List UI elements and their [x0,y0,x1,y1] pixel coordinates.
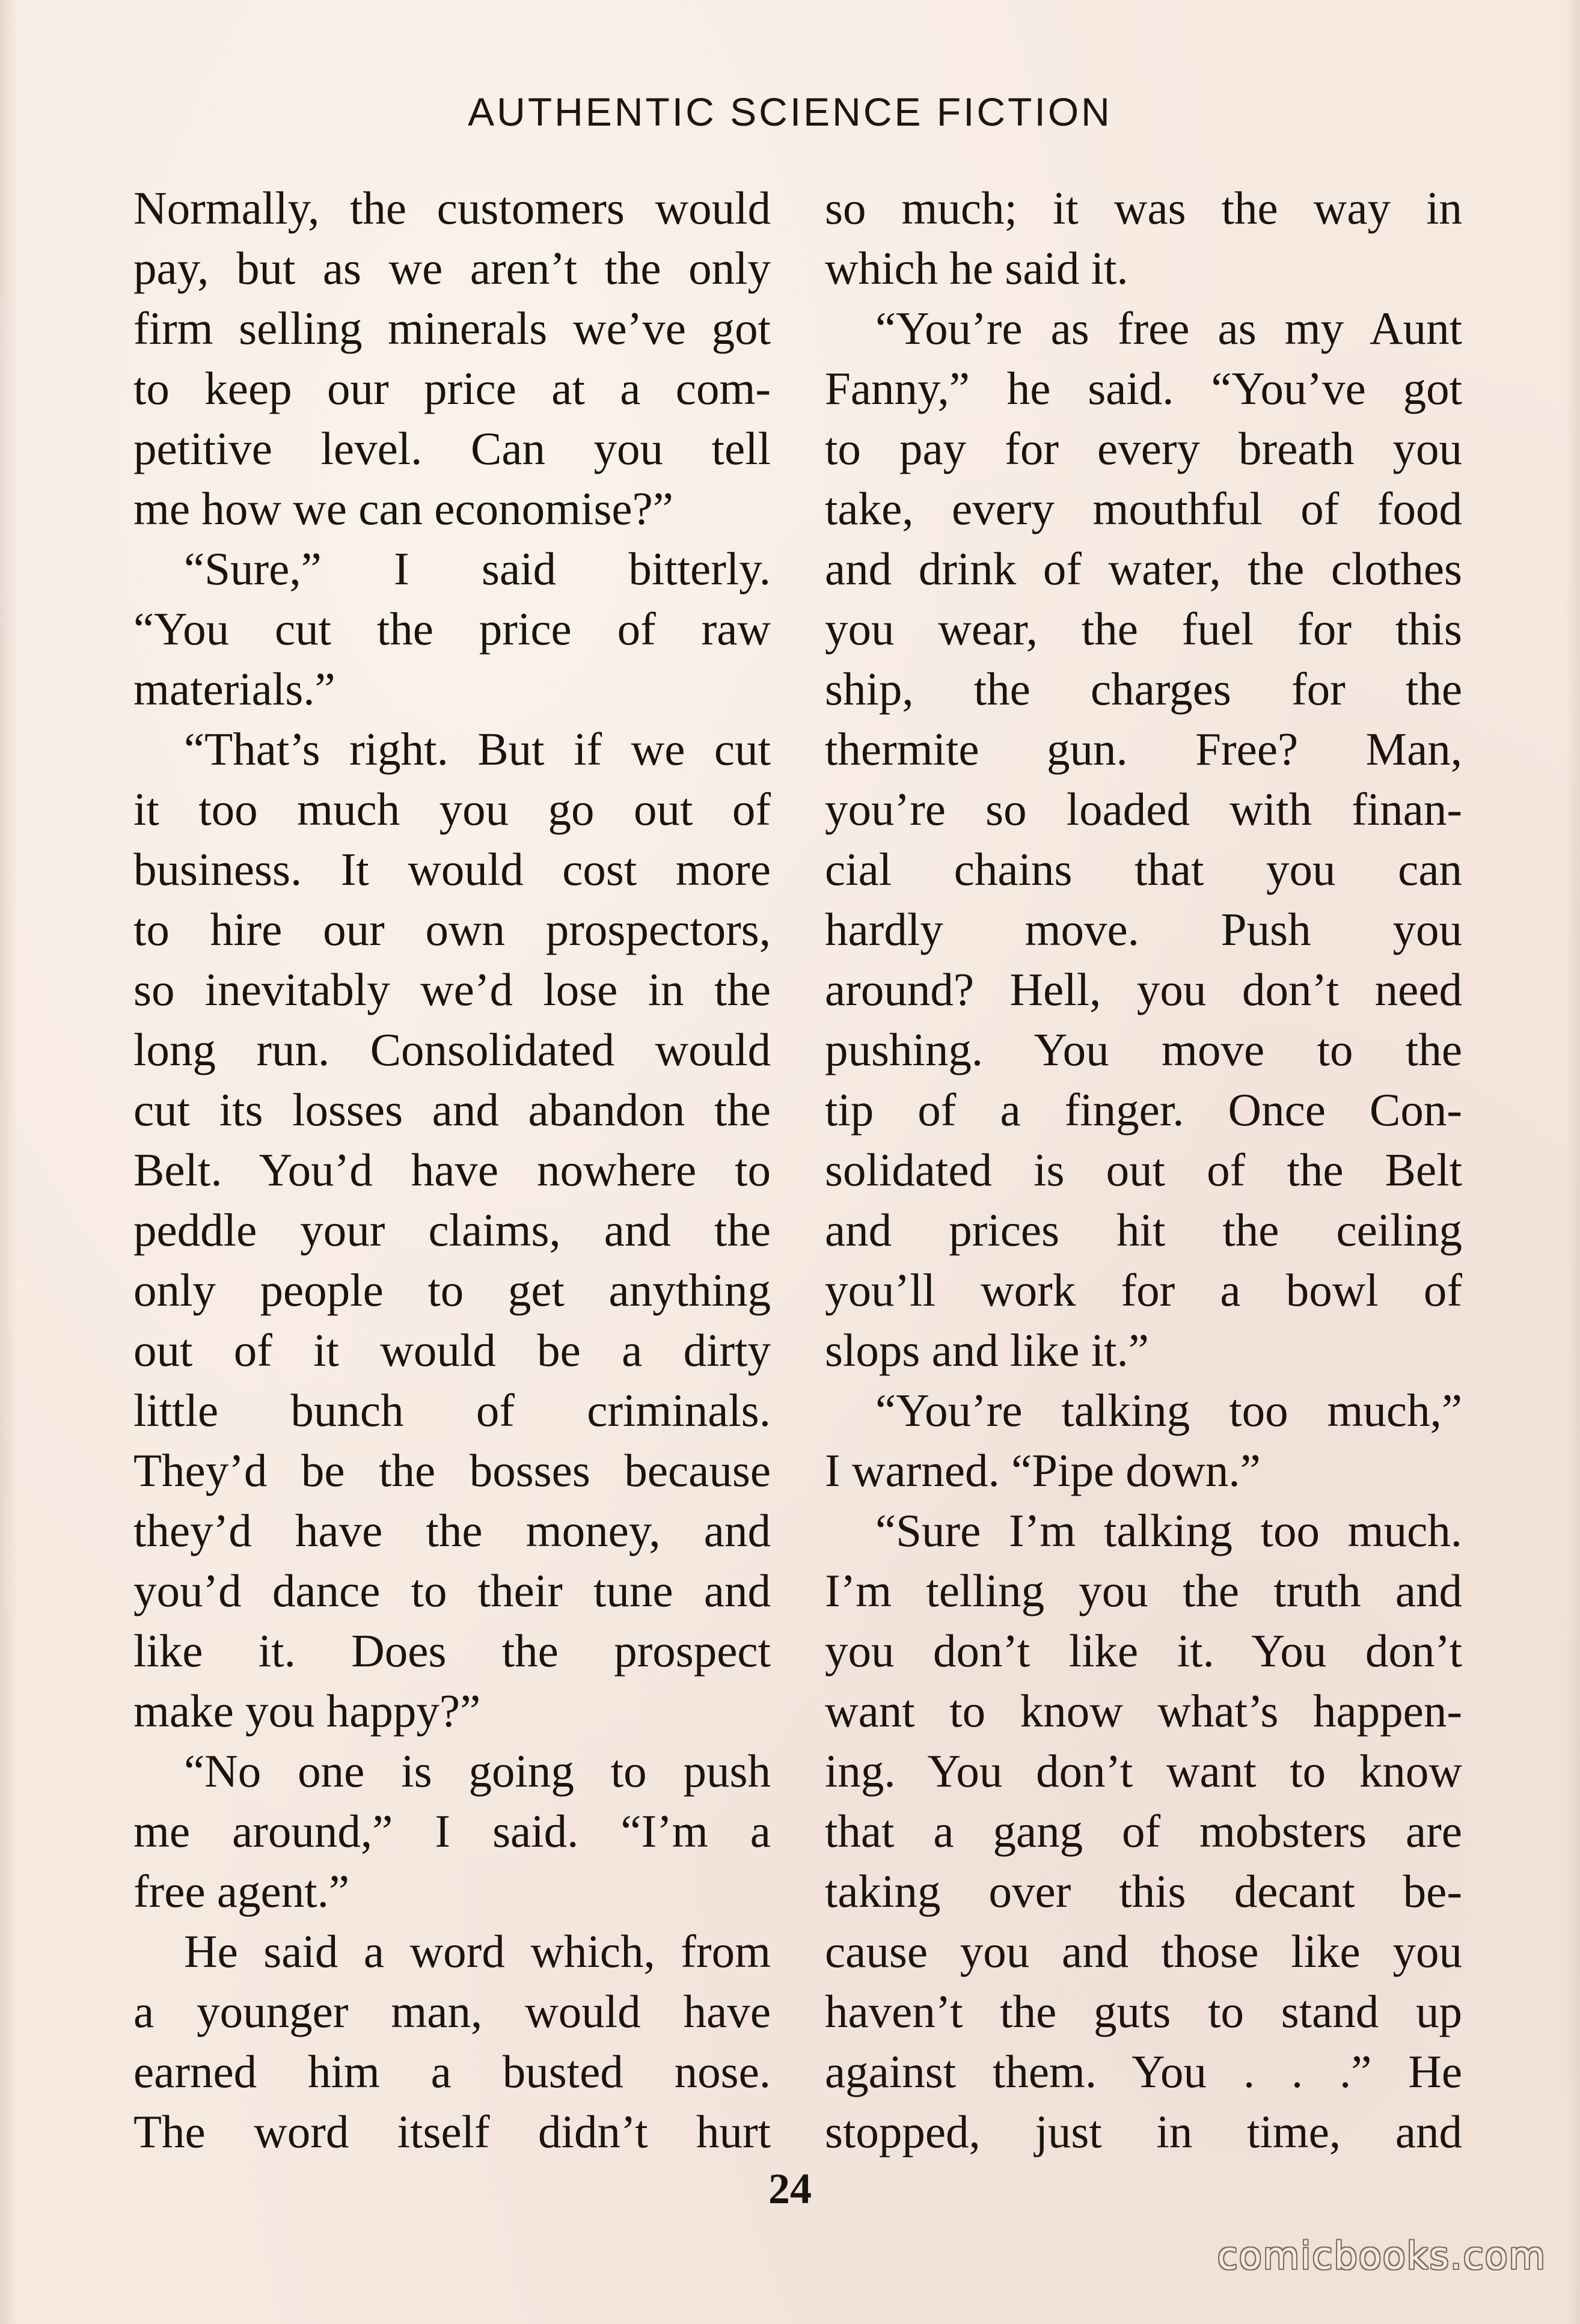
text-line: “You cut the price of raw [133,603,771,655]
text-line: make you happy?” [133,1685,481,1737]
text-line: hardly move. Push you [825,904,1462,955]
text-line: they’d have the money, and [133,1505,771,1556]
text-line: take, every mouthful of food [825,483,1462,534]
text-column-right [825,178,1462,2162]
text-line: you wear, the fuel for this [825,603,1462,655]
text-line: Normally, the customers would [133,182,771,234]
text-line: ship, the charges for the [825,663,1462,715]
text-line: tip of a finger. Once Con- [825,1084,1462,1136]
text-line: to hire our own prospectors, [133,904,771,955]
text-line: thermite gun. Free? Man, [825,723,1462,775]
text-line: The word itself didn’t hurt [133,2106,771,2157]
text-line: He said a word which, from [184,1925,771,1977]
text-line: “No one is going to push [184,1745,771,1797]
text-line: and prices hit the ceiling [825,1204,1462,1256]
text-line: cause you and those like you [825,1925,1462,1977]
text-line: cial chains that you can [825,843,1462,895]
text-line: “Sure,” I said bitterly. [184,543,771,595]
text-line: peddle your claims, and the [133,1204,771,1256]
text-line: me around,” I said. “I’m a [133,1805,771,1857]
text-line: They’d be the bosses because [133,1445,771,1496]
text-line: you’d dance to their tune and [133,1565,771,1616]
text-line: you’ll work for a bowl of [825,1264,1462,1316]
text-line: that a gang of mobsters are [825,1805,1462,1857]
text-line: so inevitably we’d lose in the [133,964,771,1015]
text-line: cut its losses and abandon the [133,1084,771,1136]
running-header: AUTHENTIC SCIENCE FICTION [468,90,1112,134]
text-column-left [133,178,771,2162]
text-line: me how we can economise?” [133,483,673,534]
text-line: to pay for every breath you [825,423,1462,474]
text-line: which he said it. [825,242,1128,294]
text-line: I’m telling you the truth and [825,1565,1462,1616]
text-line: so much; it was the way in [825,182,1462,234]
page-edge-shadow-left [0,0,18,2324]
text-line: like it. Does the prospect [133,1625,771,1677]
text-line: Belt. You’d have nowhere to [133,1144,771,1196]
text-line: pay, but as we aren’t the only [133,242,771,294]
text-line: “Sure I’m talking too much. [875,1505,1462,1556]
text-line: firm selling minerals we’ve got [133,302,771,354]
text-line: earned him a busted nose. [133,2046,771,2097]
text-line: to keep our price at a com- [133,362,771,414]
text-line: and drink of water, the clothes [825,543,1462,595]
text-line: business. It would cost more [133,843,771,895]
text-line: only people to get anything [133,1264,771,1316]
text-line: ing. You don’t want to know [825,1745,1462,1797]
text-line: taking over this decant be- [825,1865,1462,1917]
text-line: it too much you go out of [133,783,771,835]
text-line: stopped, just in time, and [825,2106,1462,2157]
text-line: slops and like it.” [825,1324,1149,1376]
text-line: haven’t the guts to stand up [825,1986,1462,2037]
text-line: materials.” [133,663,335,715]
text-line: long run. Consolidated would [133,1024,771,1075]
text-line: little bunch of criminals. [133,1384,771,1436]
text-line: “You’re talking too much,” [875,1384,1462,1436]
text-line: against them. You . . .” He [825,2046,1462,2097]
text-line: around? Hell, you don’t need [825,964,1462,1015]
text-line: Fanny,” he said. “You’ve got [825,362,1462,414]
text-line: you’re so loaded with finan- [825,783,1462,835]
text-line: want to know what’s happen- [825,1685,1462,1737]
page-number: 24 [768,2165,812,2213]
text-line: I warned. “Pipe down.” [825,1445,1261,1496]
text-line: solidated is out of the Belt [825,1144,1462,1196]
text-line: “That’s right. But if we cut [184,723,771,775]
text-line: “You’re as free as my Aunt [875,302,1462,354]
text-line: out of it would be a dirty [133,1324,771,1376]
text-line: petitive level. Can you tell [133,423,771,474]
watermark-logo: comicbooks.com [1217,2234,1546,2278]
text-line: free agent.” [133,1865,350,1917]
text-line: pushing. You move to the [825,1024,1462,1075]
text-line: you don’t like it. You don’t [825,1625,1462,1677]
page-edge-shadow-right [1566,0,1580,2324]
text-line: a younger man, would have [133,1986,771,2037]
